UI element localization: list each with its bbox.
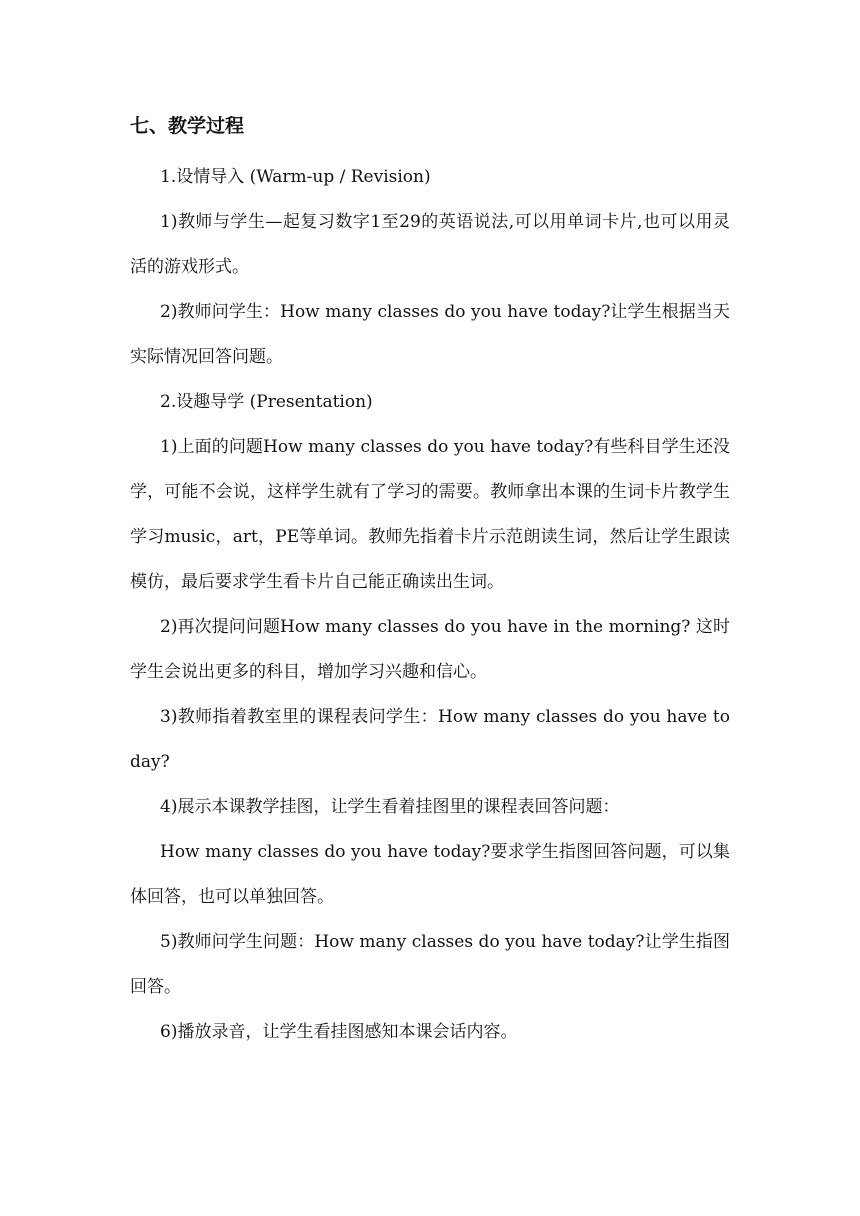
document-page bbox=[130, 110, 730, 1055]
paragraph-presentation-step-5: 5)教师问学生问题：How many classes do you have today?让学生指图回答。 bbox=[130, 932, 730, 997]
paragraph-presentation-title: 2.设趣导学 (Presentation) bbox=[160, 392, 373, 412]
paragraph-presentation-step-1: 1)上面的问题How many classes do you have today?有些科目学生还没学，可能不会说，这样学生就有了学习的需要。教师拿出本课的生词卡片教学生学习music，art，PE等单词。教师先指着卡片示范朗读生词，然后让学生跟读模仿，最后要求学生看卡片自己能正确读出生词。 bbox=[130, 437, 730, 592]
paragraph-presentation-step-2: 2)再次提问问题How many classes do you have in the morning? 这时学生会说出更多的科目，增加学习兴趣和信心。 bbox=[130, 617, 730, 682]
paragraph-presentation-step-4-detail: How many classes do you have today?要求学生指图回答问题，可以集体回答，也可以单独回答。 bbox=[130, 842, 730, 907]
section-heading: 七、教学过程 bbox=[130, 115, 245, 137]
paragraph-presentation-step-6: 6)播放录音，让学生看挂图感知本课会话内容。 bbox=[160, 1022, 518, 1042]
paragraph-presentation-step-4: 4)展示本课教学挂图，让学生看着挂图里的课程表回答问题： bbox=[160, 797, 620, 817]
paragraph-warmup-step-2: 2)教师问学生：How many classes do you have today?让学生根据当天实际情况回答问题。 bbox=[130, 302, 730, 367]
paragraph-presentation-step-3: 3)教师指着教室里的课程表问学生：How many classes do you have today? bbox=[130, 707, 730, 772]
paragraph-warmup-step-1: 1)教师与学生—起复习数字1至29的英语说法,可以用单词卡片,也可以用灵活的游戏形式。 bbox=[130, 212, 730, 277]
paragraph-warmup-title: 1.设情导入 (Warm-up / Revision) bbox=[160, 167, 431, 187]
